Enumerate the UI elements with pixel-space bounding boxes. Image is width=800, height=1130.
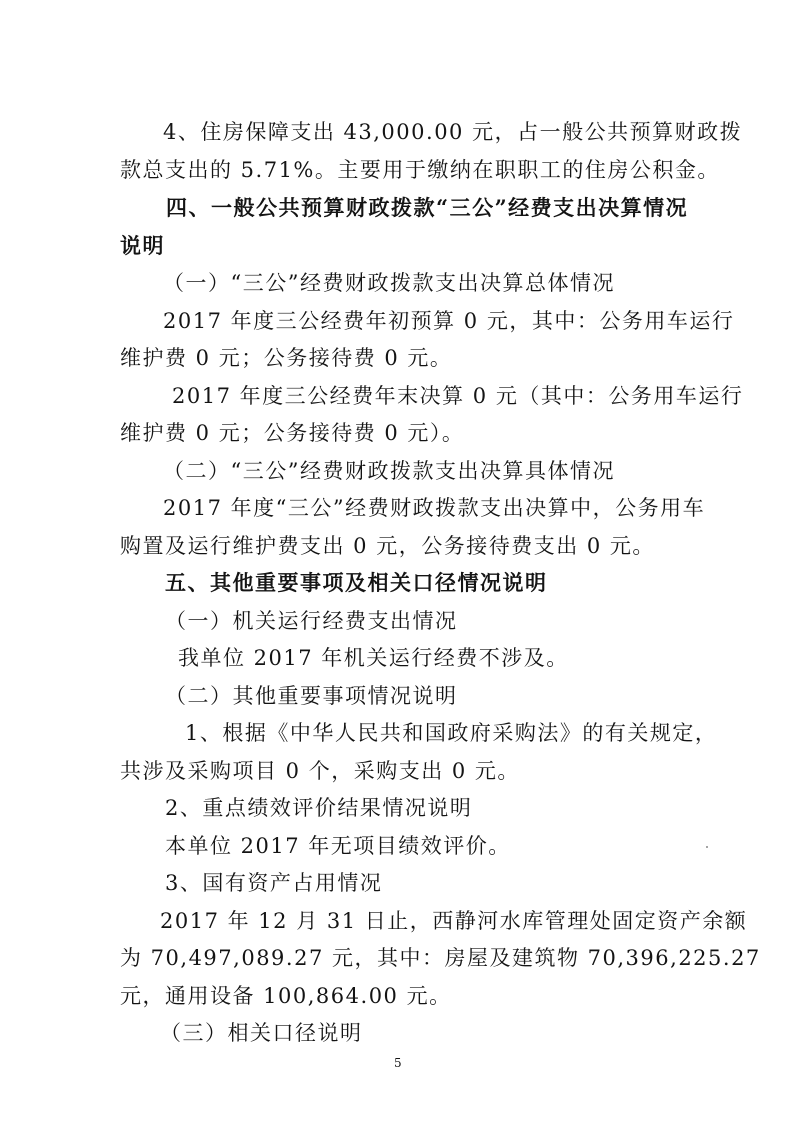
section-heading: 五、其他重要事项及相关口径情况说明	[165, 570, 548, 595]
paragraph-line: 为 70,497,089.27 元，其中：房屋及建筑物 70,396,225.27	[120, 946, 761, 970]
section-heading: 说明	[120, 233, 165, 258]
subsection-heading: （二）“三公”经费财政拨款支出决算具体情况	[163, 459, 615, 483]
paragraph-line: 2017 年度“三公”经费财政拨款支出决算中，公务用车	[163, 496, 706, 520]
paragraph-line: 维护费 0 元；公务接待费 0 元。	[120, 346, 453, 370]
paragraph-line: 我单位 2017 年机关运行经费不涉及。	[178, 646, 569, 670]
paragraph-line: 元，通用设备 100,864.00 元。	[120, 984, 452, 1008]
paragraph-line: 1、根据《中华人民共和国政府采购法》的有关规定，	[185, 721, 718, 745]
subsection-heading: 3、国有资产占用情况	[165, 871, 383, 895]
page-number: 5	[394, 1056, 402, 1070]
paragraph-line: 共涉及采购项目 0 个，采购支出 0 元。	[120, 759, 520, 783]
paragraph-line: 本单位 2017 年无项目绩效评价。	[165, 834, 511, 858]
subsection-heading: 2、重点绩效评价结果情况说明	[165, 796, 473, 820]
paragraph-line: 2017 年度三公经费年初预算 0 元，其中：公务用车运行	[163, 309, 735, 333]
paragraph-line: 2017 年 12 月 31 日止，西静河水库管理处固定资产余额	[160, 909, 748, 933]
scan-speck	[706, 846, 708, 848]
paragraph-line: 购置及运行维护费支出 0 元，公务接待费支出 0 元。	[120, 534, 655, 558]
subsection-heading: （二）其他重要事项情况说明	[165, 684, 458, 708]
paragraph-line: 4、住房保障支出 43,000.00 元，占一般公共预算财政拨	[163, 120, 743, 144]
subsection-heading: （三）相关口径说明	[160, 1021, 363, 1045]
subsection-heading: （一）机关运行经费支出情况	[165, 609, 458, 633]
paragraph-line: 维护费 0 元；公务接待费 0 元）。	[120, 421, 465, 445]
subsection-heading: （一）“三公”经费财政拨款支出决算总体情况	[163, 271, 615, 295]
paragraph-line: 款总支出的 5.71%。主要用于缴纳在职职工的住房公积金。	[120, 158, 720, 182]
paragraph-line: 2017 年度三公经费年末决算 0 元（其中：公务用车运行	[172, 384, 744, 408]
section-heading: 四、一般公共预算财政拨款“三公”经费支出决算情况	[166, 195, 689, 220]
